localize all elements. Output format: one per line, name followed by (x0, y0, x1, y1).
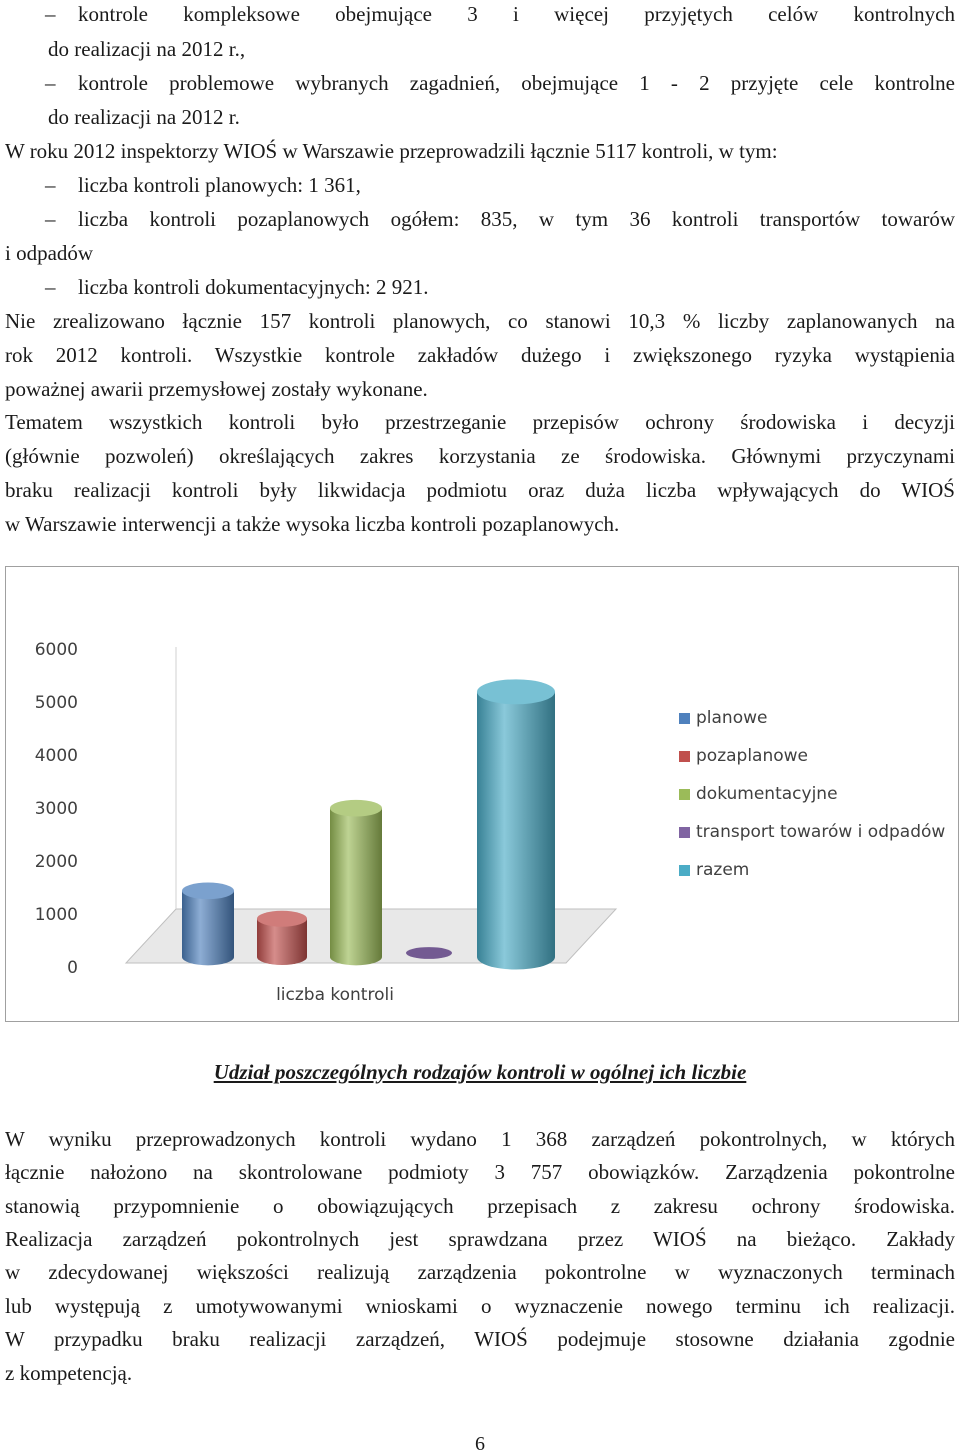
legend-label: pozaplanowe (696, 746, 809, 766)
y-tick-label: 0 (67, 958, 78, 978)
y-tick-label: 1000 (34, 905, 78, 925)
paragraph-line: Realizacja zarządzeń pokontrolnych jest sprawdzana przez WIOŚ na bieżąco. Zakłady (5, 1227, 955, 1251)
paragraph-line: W wyniku przeprowadzonych kontroli wydano 1 368 zarządzeń pokontrolnych, w których (5, 1127, 955, 1151)
paragraph-line: w Warszawie interwencji a także wysoka liczba kontroli pozaplanowych. (5, 512, 620, 536)
paragraph-line: stanowią przypomnienie o obowiązujących przepisach z zakresu ochrony środowiska. (5, 1194, 955, 1218)
y-tick-label: 5000 (34, 693, 78, 713)
bar-top-planowe (182, 883, 234, 900)
paragraph-line: Tematem wszystkich kontroli było przestrzeganie przepisów ochrony środowiska i decyzji (5, 410, 955, 434)
list-dash: – (45, 275, 56, 299)
legend-swatch (679, 713, 690, 724)
list-item-line: liczba kontroli dokumentacyjnych: 2 921. (78, 275, 429, 299)
y-tick-label: 3000 (34, 799, 78, 819)
page-number: 6 (475, 1433, 485, 1455)
paragraph-line: poważnej awarii przemysłowej zostały wykonane. (5, 377, 428, 401)
legend-label: planowe (696, 708, 768, 728)
bar-chart (6, 567, 958, 1021)
list-dash: – (45, 71, 56, 95)
list-dash: – (45, 207, 56, 231)
bar-transport-towarów-i-odpadów (406, 947, 452, 959)
list-item-line: kontrole kompleksowe obejmujące 3 i więcej przyjętych celów kontrolnych (78, 2, 955, 26)
bar-top-dokumentacyjne (330, 800, 382, 817)
paragraph-line: (głównie pozwoleń) określających zakres korzystania ze środowiska. Głównymi przyczynami (5, 444, 955, 468)
paragraph-line: Nie zrealizowano łącznie 157 kontroli planowych, co stanowi 10,3 % liczby zaplanowanych na (5, 309, 955, 333)
list-item-line: do realizacji na 2012 r., (48, 37, 246, 61)
list-item-line: i odpadów (5, 241, 94, 265)
paragraph-line: W przypadku braku realizacji zarządzeń, WIOŚ podejmuje stosowne działania zgodnie (5, 1327, 955, 1351)
bar-razem (477, 692, 555, 970)
legend-swatch (679, 751, 690, 762)
chart-container (5, 566, 959, 1022)
bar-planowe (182, 891, 234, 965)
paragraph-line: łącznie nałożono na skontrolowane podmioty 3 757 obowiązków. Zarządzenia pokontrolne (5, 1160, 955, 1184)
legend-swatch (679, 827, 690, 838)
summary-lead: W roku 2012 inspektorzy WIOŚ w Warszawie przeprowadzili łącznie 5117 kontroli, w tym: (5, 139, 778, 163)
legend-swatch (679, 789, 690, 800)
x-category-label: liczba kontroli (276, 985, 394, 1005)
legend-label: dokumentacyjne (696, 784, 838, 804)
legend-label: razem (696, 860, 750, 880)
list-dash: – (45, 173, 56, 197)
paragraph-line: w zdecydowanej większości realizują zarządzenia pokontrolne w wyznaczonych terminach (5, 1260, 955, 1284)
paragraph-line: rok 2012 kontroli. Wszystkie kontrole zakładów dużego i zwiększonego ryzyka wystąpienia (5, 343, 955, 367)
y-tick-label: 6000 (34, 640, 78, 660)
list-item-line: liczba kontroli planowych: 1 361, (78, 173, 361, 197)
legend-label: transport towarów i odpadów (696, 822, 946, 842)
bar-top-razem (477, 679, 555, 704)
paragraph-line: z kompetencją. (5, 1361, 133, 1385)
list-item-line: kontrole problemowe wybranych zagadnień, obejmujące 1 - 2 przyjęte cele kontrolne (78, 71, 955, 95)
y-tick-label: 4000 (34, 746, 78, 766)
list-dash: – (45, 2, 56, 26)
list-item-line: liczba kontroli pozaplanowych ogółem: 835, w tym 36 kontroli transportów towarów (78, 207, 955, 231)
chart-caption: Udział poszczególnych rodzajów kontroli w ogólnej ich liczbie (213, 1060, 747, 1084)
paragraph-line: lub występują z umotywowanymi wnioskami o wyznaczenie nowego terminu ich realizacji. (5, 1294, 955, 1318)
paragraph-line: braku realizacji kontroli były likwidacja podmiotu oraz duża liczba wpływających do WIOŚ (5, 478, 955, 502)
bar-dokumentacyjne (330, 808, 382, 965)
legend-swatch (679, 865, 690, 876)
y-tick-label: 2000 (34, 852, 78, 872)
bar-top-pozaplanowe (257, 911, 307, 927)
list-item-line: do realizacji na 2012 r. (48, 105, 240, 129)
